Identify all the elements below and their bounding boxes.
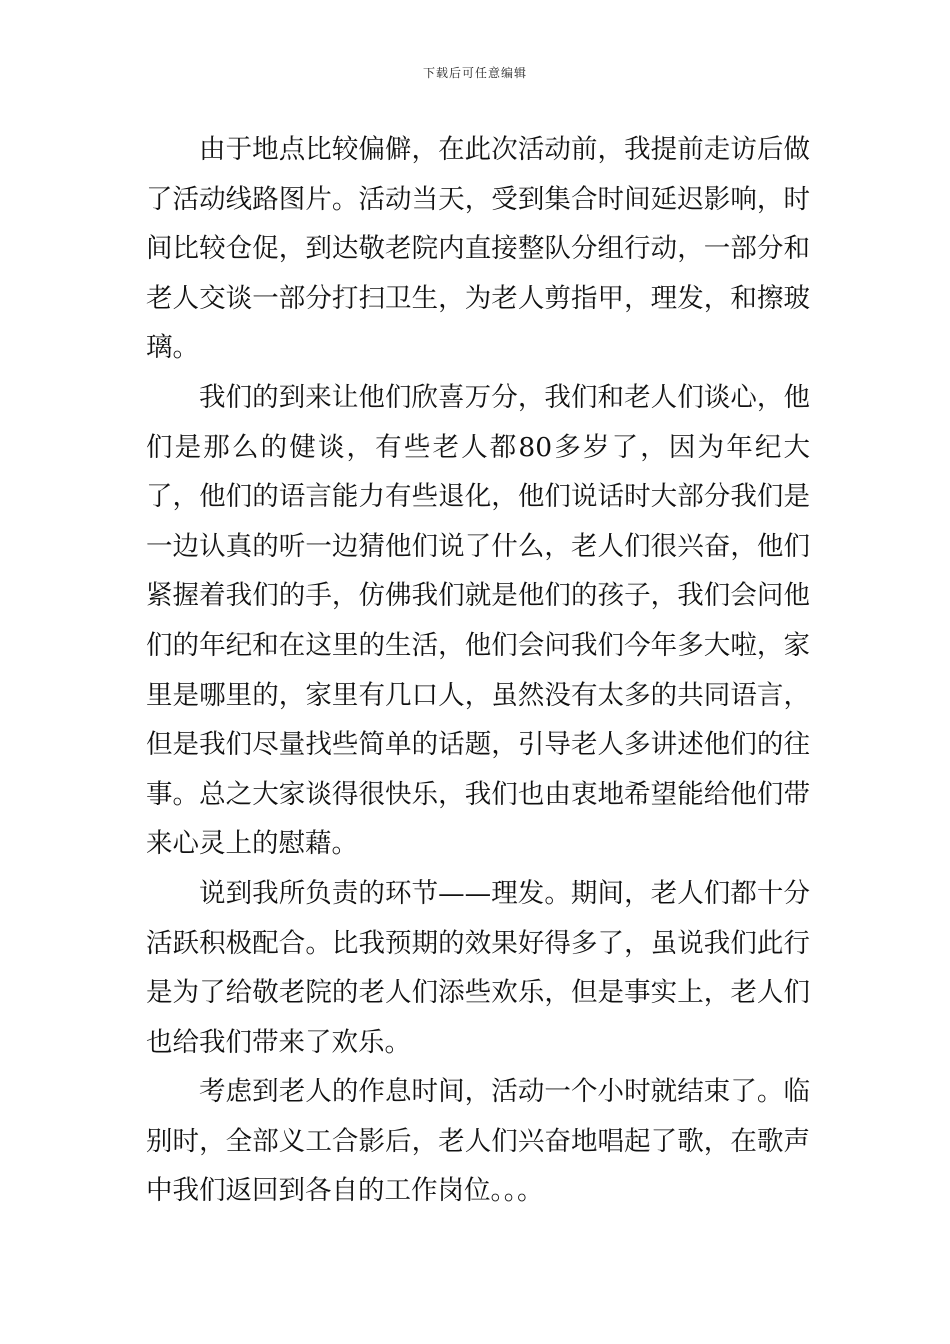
paragraph-1: 由于地点比较偏僻，在此次活动前，我提前走访后做了活动线路图片。活动当天，受到集合时间延迟影响，时间比较仓促，到达敬老院内直接整队分组行动，一部分和老人交谈一部分打扫卫生，为老人剪指甲，理发，和擦玻璃。 xyxy=(146,134,810,364)
page-header-note: 下载后可任意编辑 xyxy=(422,66,527,80)
paragraph-2: 我们的到来让他们欣喜万分，我们和老人们谈心，他们是那么的健谈，有些老人都80多岁了，因为年纪大了，他们的语言能力有些退化，他们说话时大部分我们是一边认真的听一边猜他们说了什么，老人们很兴奋，他们紧握着我们的手，仿佛我们就是他们的孩子，我们会问他们的年纪和在这里的生活，他们会问我们今年多大啦，家里是哪里的，家里有几口人，虽然没有太多的共同语言，但是我们尽量找些简单的话题，引导老人多讲述他们的往事。总之大家谈得很快乐，我们也由衷地希望能给他们带来心灵上的慰藉。 xyxy=(146,381,810,860)
document-body xyxy=(146,125,810,1216)
paragraph-4: 考虑到老人的作息时间，活动一个小时就结束了。临别时，全部义工合影后，老人们兴奋地唱起了歌，在歌声中我们返回到各自的工作岗位。。。 xyxy=(146,1076,810,1207)
paragraph-3: 说到我所负责的环节——理发。期间，老人们都十分活跃积极配合。比我预期的效果好得多了，虽说我们此行是为了给敬老院的老人们添些欢乐，但是事实上，老人们也给我们带来了欢乐。 xyxy=(146,877,810,1058)
